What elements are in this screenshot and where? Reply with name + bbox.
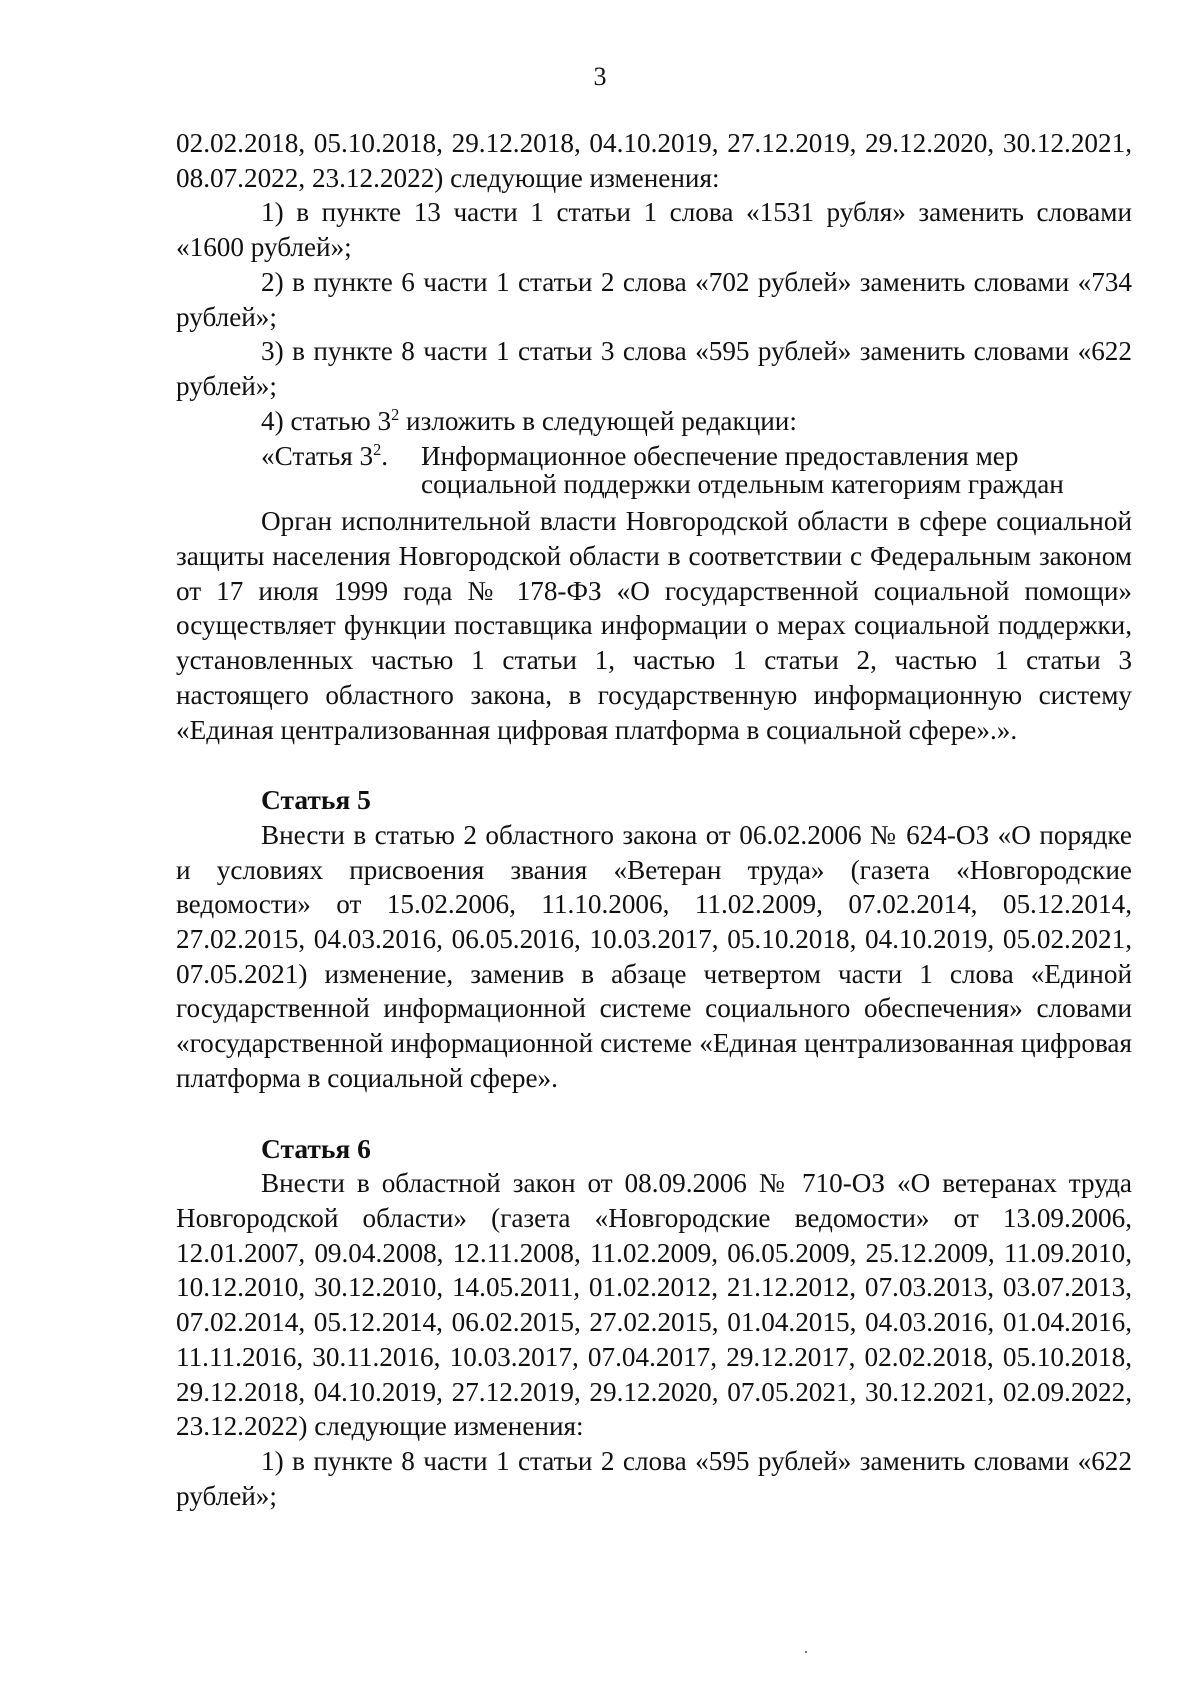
- document-body: [176, 126, 1132, 1513]
- article-6-item-1: 1) в пункте 8 части 1 статьи 2 слова «595 рублей» заменить словами «622 рублей»;: [176, 1445, 1132, 1511]
- paragraph-dates-continuation: 02.02.2018, 05.10.2018, 29.12.2018, 04.10.2019, 27.12.2019, 29.12.2020, 30.12.2021, 08.07.2022, 23.12.2022) следующие изменения:: [176, 128, 1132, 193]
- article-5-body: Внести в статью 2 областного закона от 06.02.2006 № 624-ОЗ «О порядке и условиях присвоения звания «Ветеран труда» (газета «Новгородские ведомости» от 15.02.2006, 11.10.2006, 11.02.2009, 07.02.2014, 05.12.2014, 27.02.2015, 04.03.2016, 06.05.2016, 10.03.2017, 05.10.2018, 04.10.2019, 05.02.2021, 07.05.2021) изменение, заменив в абзаце четвертом части 1 слова «Единой государственной информационной системе социального обеспечения» словами «государственной информационной системе «Единая централизованная цифровая платформа в социальной сфере».: [176, 819, 1132, 1093]
- amendment-item-4-pre: 4) статью 3: [261, 405, 392, 436]
- amendment-item-1: 1) в пункте 13 части 1 статьи 1 слова «1531 рубля» заменить словами «1600 рублей»;: [176, 197, 1132, 263]
- quoted-article-label: [261, 442, 421, 498]
- quoted-article-heading: Информационное обеспечение предоставления мер социальной поддержки отдельным категориям граждан: [421, 441, 1064, 500]
- amendment-item-4: [176, 404, 1132, 439]
- article-6-body: Внести в областной закон от 08.09.2006 № 710-ОЗ «О ветеранах труда Новгородской области» (газета «Новгородские ведомости» от 13.09.2006, 12.01.2007, 09.04.2008, 12.11.2008, 11.02.2009, 06.05.2009, 25.12.2009, 11.09.2010, 10.12.2010, 30.12.2010, 14.05.2011, 01.02.2012, 21.12.2012, 07.03.2013, 03.07.2013, 07.02.2014, 05.12.2014, 06.02.2015, 27.02.2015, 01.04.2015, 04.03.2016, 01.04.2016, 11.11.2016, 30.11.2016, 10.03.2017, 07.04.2017, 29.12.2017, 02.02.2018, 05.10.2018, 29.12.2018, 04.10.2019, 27.12.2019, 29.12.2020, 07.05.2021, 30.12.2021, 02.09.2022, 23.12.2022) следующие изменения:: [176, 1168, 1132, 1442]
- quoted-article-label-pre: «Статья 3: [261, 441, 374, 472]
- scan-speck: [805, 1651, 807, 1653]
- superscript: 2: [391, 404, 400, 424]
- heading-article-5: Статья 5: [261, 784, 371, 816]
- page-number: 3: [593, 62, 607, 91]
- superscript: 2: [373, 440, 382, 460]
- amendment-item-3: 3) в пункте 8 части 1 статьи 3 слова «595 рублей» заменить словами «622 рублей»;: [176, 336, 1132, 401]
- amendment-item-2: 2) в пункте 6 части 1 статьи 2 слова «702 рублей» заменить словами «734 рублей»;: [176, 266, 1132, 332]
- quoted-article-body: Орган исполнительной власти Новгородской области в сфере социальной защиты населения Новгородской области в соответствии с Федеральным законом от 17 июля 1999 года № 178-ФЗ «О государственной социальной помощи» осуществляет функции поставщика информации о мерах социальной поддержки, установленных частью 1 статьи 1, частью 1 статьи 2, частью 1 статьи 3 настоящего областного закона, в государственную информационную систему «Единая централизованная цифровая платформа в социальной сфере».».: [176, 506, 1132, 745]
- quoted-article-title: [261, 442, 1132, 498]
- quoted-article-label-post: .: [381, 441, 389, 472]
- amendment-item-4-post: изложить в следующей редакции:: [399, 405, 797, 436]
- heading-article-6: Статья 6: [261, 1132, 371, 1164]
